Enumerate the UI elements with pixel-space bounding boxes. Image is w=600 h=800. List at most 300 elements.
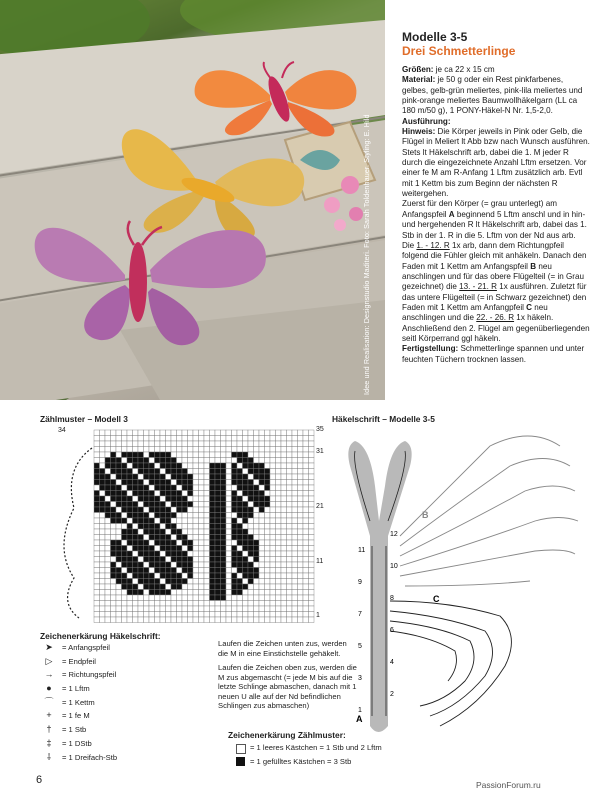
filled-cell (237, 502, 243, 508)
empty-cell (292, 590, 298, 596)
empty-cell (237, 518, 243, 524)
empty-cell (111, 430, 117, 436)
filled-cell (149, 557, 155, 563)
empty-cell (298, 507, 304, 513)
empty-cell (276, 584, 282, 590)
empty-cell (270, 612, 276, 618)
filled-cell (149, 474, 155, 480)
empty-cell (105, 573, 111, 579)
empty-cell (210, 436, 216, 442)
filled-cell (133, 458, 139, 464)
empty-cell (270, 579, 276, 585)
empty-cell (276, 502, 282, 508)
empty-cell (193, 447, 199, 453)
empty-cell (259, 513, 265, 519)
empty-cell (281, 491, 287, 497)
empty-cell (270, 430, 276, 436)
empty-cell (298, 573, 304, 579)
empty-cell (270, 458, 276, 464)
empty-cell (248, 584, 254, 590)
empty-cell (127, 601, 133, 607)
filled-cell (171, 496, 177, 502)
empty-cell (144, 535, 150, 541)
filled-cell (177, 496, 183, 502)
empty-cell (193, 529, 199, 535)
empty-cell (226, 606, 232, 612)
empty-cell (303, 436, 309, 442)
filled-cell (122, 491, 128, 497)
filled-cell (248, 469, 254, 475)
empty-cell (303, 502, 309, 508)
filled-cell (259, 502, 265, 508)
empty-cell (204, 502, 210, 508)
empty-cell (193, 595, 199, 601)
empty-cell (166, 447, 172, 453)
filled-cell (254, 502, 260, 508)
filled-cell (243, 535, 249, 541)
filled-cell (221, 529, 227, 535)
filled-cell (232, 546, 238, 552)
filled-cell (144, 474, 150, 480)
empty-cell (149, 441, 155, 447)
filled-cell (111, 513, 117, 519)
empty-cell (270, 584, 276, 590)
empty-cell (133, 430, 139, 436)
empty-cell (243, 430, 249, 436)
empty-cell (160, 617, 166, 623)
filled-cell (188, 485, 194, 491)
empty-cell (116, 480, 122, 486)
empty-cell (199, 529, 205, 535)
filled-cell (177, 573, 183, 579)
empty-cell (204, 535, 210, 541)
filled-cell (138, 524, 144, 530)
empty-cell (210, 612, 216, 618)
empty-cell (199, 546, 205, 552)
legend-filled-square: = 1 gefülltes Kästchen = 3 Stb (250, 757, 352, 766)
empty-cell (254, 606, 260, 612)
filled-cell (127, 590, 133, 596)
empty-cell (287, 606, 293, 612)
empty-cell (116, 430, 122, 436)
empty-cell (122, 601, 128, 607)
empty-cell (177, 430, 183, 436)
empty-cell (265, 601, 271, 607)
filled-cell (221, 590, 227, 596)
filled-cell (254, 568, 260, 574)
filled-cell (171, 568, 177, 574)
empty-cell (166, 529, 172, 535)
empty-cell (254, 590, 260, 596)
filled-cell (116, 573, 122, 579)
filled-cell (122, 502, 128, 508)
empty-cell (298, 452, 304, 458)
empty-cell (309, 469, 315, 475)
empty-cell (94, 551, 100, 557)
empty-cell (276, 518, 282, 524)
filled-cell (105, 458, 111, 464)
empty-cell (116, 584, 122, 590)
empty-cell (182, 595, 188, 601)
empty-cell (182, 524, 188, 530)
empty-cell (171, 518, 177, 524)
empty-cell (127, 612, 133, 618)
filled-cell (166, 507, 172, 513)
empty-cell (111, 535, 117, 541)
empty-cell (303, 551, 309, 557)
filled-cell (138, 573, 144, 579)
empty-cell (226, 507, 232, 513)
empty-cell (204, 590, 210, 596)
empty-cell (94, 535, 100, 541)
filled-cell (155, 474, 161, 480)
filled-cell (188, 568, 194, 574)
empty-cell (292, 612, 298, 618)
empty-cell (226, 579, 232, 585)
empty-cell (188, 463, 194, 469)
row-number: 12 (390, 531, 398, 538)
empty-cell (265, 535, 271, 541)
empty-cell (193, 502, 199, 508)
filled-cell (171, 584, 177, 590)
empty-cell (276, 601, 282, 607)
empty-cell (254, 430, 260, 436)
legend-item (40, 682, 117, 696)
empty-cell (160, 496, 166, 502)
filled-cell (221, 507, 227, 513)
filled-cell (166, 524, 172, 530)
filled-cell (138, 579, 144, 585)
empty-cell (188, 518, 194, 524)
empty-cell (309, 529, 315, 535)
empty-cell (292, 463, 298, 469)
empty-cell (166, 474, 172, 480)
empty-cell (122, 612, 128, 618)
empty-cell (259, 452, 265, 458)
empty-cell (182, 573, 188, 579)
empty-cell (309, 568, 315, 574)
empty-cell (105, 469, 111, 475)
empty-cell (303, 573, 309, 579)
filled-cell (210, 568, 216, 574)
empty-cell (138, 601, 144, 607)
empty-cell (94, 546, 100, 552)
empty-cell (298, 535, 304, 541)
filled-cell (248, 568, 254, 574)
empty-cell (138, 612, 144, 618)
filled-cell (133, 485, 139, 491)
empty-cell (309, 430, 315, 436)
filled-cell (94, 480, 100, 486)
empty-cell (270, 540, 276, 546)
empty-cell (199, 562, 205, 568)
filled-cell (248, 546, 254, 552)
empty-cell (171, 430, 177, 436)
empty-cell (292, 584, 298, 590)
empty-cell (215, 436, 221, 442)
empty-cell (215, 601, 221, 607)
empty-cell (298, 606, 304, 612)
empty-cell (177, 590, 183, 596)
filled-cell (166, 579, 172, 585)
empty-cell (254, 529, 260, 535)
empty-cell (94, 458, 100, 464)
empty-cell (155, 430, 161, 436)
empty-cell (287, 447, 293, 453)
filled-cell (116, 485, 122, 491)
empty-cell (237, 573, 243, 579)
empty-cell (144, 612, 150, 618)
filled-cell (122, 480, 128, 486)
filled-cell (182, 502, 188, 508)
empty-cell (111, 502, 117, 508)
filled-cell (210, 546, 216, 552)
filled-cell (177, 502, 183, 508)
empty-cell (270, 568, 276, 574)
filled-cell (243, 507, 249, 513)
empty-cell (303, 513, 309, 519)
empty-cell (100, 491, 106, 497)
chart-label-11: 11 (316, 558, 324, 565)
empty-cell (193, 524, 199, 530)
filled-cell (248, 551, 254, 557)
empty-cell (199, 485, 205, 491)
empty-cell (248, 524, 254, 530)
empty-cell (270, 551, 276, 557)
empty-cell (144, 507, 150, 513)
filled-cell (138, 491, 144, 497)
empty-cell (292, 557, 298, 563)
empty-cell (199, 474, 205, 480)
empty-cell (259, 518, 265, 524)
filled-cell (149, 452, 155, 458)
legend-haekel-list (40, 641, 117, 764)
empty-cell (254, 436, 260, 442)
filled-cell (243, 491, 249, 497)
empty-cell (265, 463, 271, 469)
empty-cell (248, 436, 254, 442)
filled-cell (221, 502, 227, 508)
empty-cell (188, 436, 194, 442)
empty-cell (265, 546, 271, 552)
filled-cell (149, 579, 155, 585)
empty-cell (177, 485, 183, 491)
empty-cell (188, 507, 194, 513)
empty-cell (276, 590, 282, 596)
filled-cell (133, 540, 139, 546)
empty-cell (199, 551, 205, 557)
empty-cell (221, 601, 227, 607)
filled-cell (210, 502, 216, 508)
filled-cell (160, 529, 166, 535)
empty-cell (254, 584, 260, 590)
empty-cell (144, 606, 150, 612)
empty-cell (105, 524, 111, 530)
empty-cell (303, 452, 309, 458)
filled-cell (254, 474, 260, 480)
filled-cell (166, 452, 172, 458)
filled-cell (122, 474, 128, 480)
empty-cell (303, 518, 309, 524)
filled-cell (127, 562, 133, 568)
empty-cell (309, 595, 315, 601)
filled-cell (105, 507, 111, 513)
filled-cell (122, 452, 128, 458)
filled-cell (215, 551, 221, 557)
empty-cell (309, 524, 315, 530)
empty-cell (111, 441, 117, 447)
empty-cell (287, 579, 293, 585)
filled-cell (160, 513, 166, 519)
empty-cell (221, 436, 227, 442)
empty-cell (292, 540, 298, 546)
empty-cell (149, 617, 155, 623)
filled-cell (127, 480, 133, 486)
filled-cell (160, 502, 166, 508)
filled-cell (138, 507, 144, 513)
filled-cell (243, 546, 249, 552)
empty-cell (232, 617, 238, 623)
empty-cell (281, 452, 287, 458)
empty-cell (182, 436, 188, 442)
empty-cell (281, 518, 287, 524)
filled-cell (177, 469, 183, 475)
filled-cell (232, 491, 238, 497)
empty-cell (270, 524, 276, 530)
empty-cell (309, 485, 315, 491)
empty-cell (199, 469, 205, 475)
double-crochet-icon: † (46, 724, 52, 735)
empty-cell (166, 584, 172, 590)
empty-cell (287, 557, 293, 563)
empty-cell (204, 474, 210, 480)
filled-cell (155, 513, 161, 519)
empty-cell (276, 568, 282, 574)
empty-cell (292, 568, 298, 574)
empty-cell (259, 612, 265, 618)
empty-cell (111, 579, 117, 585)
empty-cell (122, 485, 128, 491)
filled-cell (155, 485, 161, 491)
empty-cell (248, 502, 254, 508)
site-watermark: PassionForum.ru (476, 780, 541, 790)
empty-cell (226, 463, 232, 469)
empty-cell (100, 458, 106, 464)
empty-cell (309, 480, 315, 486)
filled-cell (221, 496, 227, 502)
filled-cell (155, 562, 161, 568)
filled-cell (210, 535, 216, 541)
filled-cell (171, 551, 177, 557)
empty-cell (270, 573, 276, 579)
empty-cell (100, 441, 106, 447)
filled-cell (133, 507, 139, 513)
filled-cell (127, 535, 133, 541)
empty-cell (309, 601, 315, 607)
filled-cell (166, 458, 172, 464)
empty-cell (149, 447, 155, 453)
empty-cell (204, 458, 210, 464)
filled-cell (243, 540, 249, 546)
empty-cell (171, 590, 177, 596)
empty-cell (133, 436, 139, 442)
empty-cell (265, 551, 271, 557)
empty-cell (248, 606, 254, 612)
empty-cell (171, 606, 177, 612)
empty-cell (309, 612, 315, 618)
empty-cell (171, 452, 177, 458)
filled-cell (127, 474, 133, 480)
empty-cell (105, 606, 111, 612)
empty-cell (204, 469, 210, 475)
stitch-paragraph: Stets lt Häkelschrift arb, dabei die 1. M jeder R durch die eingezeichnete Anzahl Lftm ersetzen. Vor einer fe M am R-Anfang 1 Lftm zusätzlich arb. Evtl mit 1 Kettm bis zum Beginn der nächsten R weitergehen. (402, 147, 587, 199)
filled-cell (149, 584, 155, 590)
empty-cell (193, 557, 199, 563)
filled-cell (232, 480, 238, 486)
empty-cell (232, 447, 238, 453)
empty-cell (298, 595, 304, 601)
filled-cell (166, 540, 172, 546)
empty-cell (133, 606, 139, 612)
legend-item (40, 696, 117, 710)
filled-cell (243, 480, 249, 486)
filled-cell (166, 518, 172, 524)
empty-cell (281, 436, 287, 442)
filled-cell (182, 557, 188, 563)
empty-cell (232, 606, 238, 612)
filled-cell (166, 590, 172, 596)
filled-cell (210, 469, 216, 475)
filled-cell (149, 502, 155, 508)
empty-cell (303, 447, 309, 453)
empty-cell (226, 447, 232, 453)
empty-cell (287, 601, 293, 607)
empty-cell (292, 452, 298, 458)
empty-cell (100, 590, 106, 596)
empty-cell (111, 436, 117, 442)
empty-cell (149, 485, 155, 491)
empty-cell (237, 612, 243, 618)
empty-cell (292, 474, 298, 480)
empty-cell (177, 458, 183, 464)
filled-cell (100, 496, 106, 502)
empty-cell (298, 551, 304, 557)
filled-cell (138, 480, 144, 486)
filled-cell (122, 529, 128, 535)
empty-cell (193, 463, 199, 469)
empty-cell (281, 480, 287, 486)
legend-empty-square: = 1 leeres Kästchen = 1 Stb und 2 Lftm (250, 743, 382, 752)
empty-cell (309, 496, 315, 502)
empty-cell (309, 546, 315, 552)
empty-cell (171, 436, 177, 442)
empty-cell (232, 612, 238, 618)
empty-cell (243, 436, 249, 442)
empty-cell (270, 463, 276, 469)
filled-cell (254, 485, 260, 491)
empty-cell (105, 452, 111, 458)
empty-cell (265, 612, 271, 618)
filled-cell (160, 491, 166, 497)
empty-cell (160, 601, 166, 607)
empty-cell (149, 540, 155, 546)
filled-cell (243, 474, 249, 480)
empty-cell (265, 579, 271, 585)
empty-cell (281, 579, 287, 585)
filled-cell (248, 485, 254, 491)
empty-cell (133, 595, 139, 601)
empty-cell (309, 606, 315, 612)
